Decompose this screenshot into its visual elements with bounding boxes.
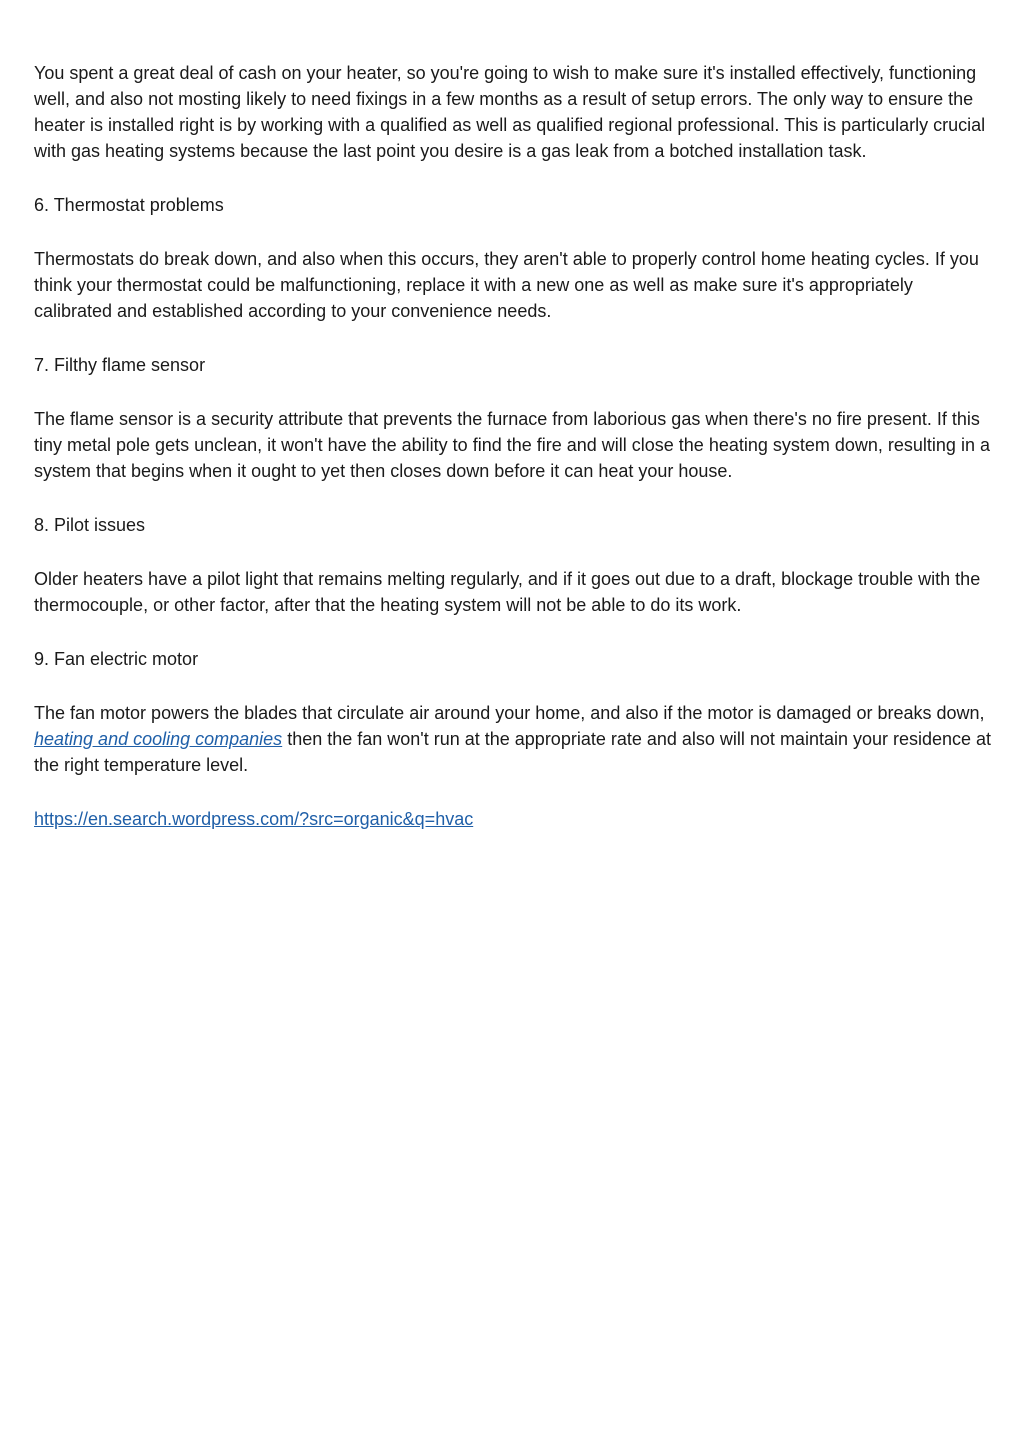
footer-link-paragraph — [34, 806, 994, 832]
fan-motor-text-before: The fan motor powers the blades that circulate air around your home, and also if the motor is damaged or breaks down, — [34, 703, 985, 723]
section-body-flame-sensor: The flame sensor is a security attribute that prevents the furnace from laborious gas when there's no fire present. If this tiny metal pole gets unclean, it won't have the ability to find the fire and will close the heating system down, resulting in a system that begins when it ought to yet then closes down before it can heat your house. — [34, 409, 990, 481]
section-body-thermostat: Thermostats do break down, and also when this occurs, they aren't able to properly control home heating cycles. If you think your thermostat could be malfunctioning, replace it with a new one as well as make sure it's appropriately calibrated and established according to your convenience needs. — [34, 249, 979, 321]
document-page — [34, 60, 994, 860]
wordpress-search-link[interactable]: https://en.search.wordpress.com/?src=organic&q=hvac — [34, 809, 474, 829]
section-heading-pilot: 8. Pilot issues — [34, 515, 146, 535]
fan-motor-text-after: then the fan won't run at the appropriate rate and also will not maintain your residence at the right temperature level. — [34, 729, 992, 775]
section-body-fan-motor — [34, 700, 994, 778]
section-heading-fan-motor: 9. Fan electric motor — [34, 649, 199, 669]
section-heading-thermostat: 6. Thermostat problems — [34, 195, 224, 215]
heating-cooling-link[interactable]: heating and cooling companies — [34, 729, 283, 749]
section-body-pilot: Older heaters have a pilot light that remains melting regularly, and if it goes out due to a draft, blockage trouble with the thermocouple, or other factor, after that the heating system will not be able to do its work. — [34, 569, 981, 615]
section-heading-flame-sensor: 7. Filthy flame sensor — [34, 355, 206, 375]
intro-paragraph: You spent a great deal of cash on your heater, so you're going to wish to make sure it's installed effectively, functioning well, and also not mosting likely to need fixings in a few months as a result of setup errors. The only way to ensure the heater is installed right is by working with a qualified as well as qualified regional professional. This is particularly crucial with gas heating systems because the last point you desire is a gas leak from a botched installation task. — [34, 63, 986, 161]
